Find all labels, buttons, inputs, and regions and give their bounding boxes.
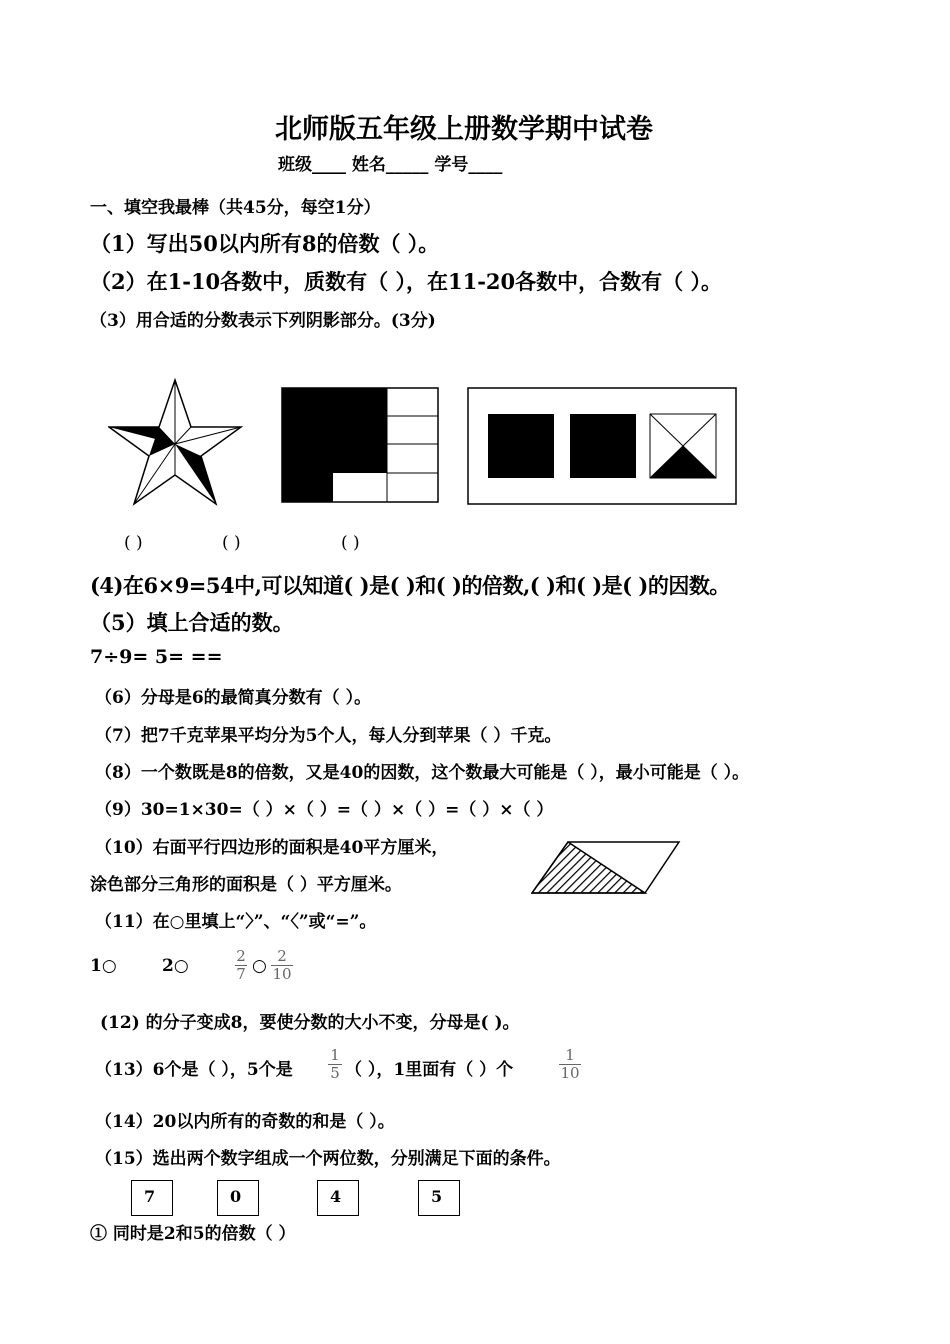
question-2: （2）在1-10各数中，质数有（ ），在11-20各数中，合数有（ ）。 xyxy=(90,269,722,294)
section-heading: 一、填空我最棒（共45分，每空1分） xyxy=(90,198,381,218)
student-info: 班级____ 姓名_____ 学号____ xyxy=(278,155,503,175)
parallelogram-figure xyxy=(531,840,681,896)
fraction-2-10: 2 10 xyxy=(272,947,292,983)
question-5-line: 7÷9= 5= == xyxy=(90,646,223,668)
star-figure xyxy=(108,378,248,508)
question-8: （8）一个数既是8的倍数，又是40的因数，这个数最大可能是（ ），最小可能是（ ）。 xyxy=(95,763,750,783)
fraction-2-7: 2 7 xyxy=(236,947,246,983)
squares-figure xyxy=(467,387,739,507)
question-10-a: （10）右面平行四边形的面积是40平方厘米， xyxy=(95,838,449,858)
question-11: （11）在○里填上“〉”、“〈”或“=”。 xyxy=(95,912,377,932)
question-13-b: （ ），1里面有（ ）个 xyxy=(345,1060,514,1080)
question-10-b: 涂色部分三角形的面积是（ ）平方厘米。 xyxy=(90,875,402,895)
compare-item-3: ○ xyxy=(252,956,267,976)
page-title: 北师版五年级上册数学期中试卷 xyxy=(275,114,653,145)
grid-rectangle-figure xyxy=(281,387,441,505)
question-13-a: （13）6个是（ ），5个是 xyxy=(95,1060,293,1080)
question-15-1: ① 同时是2和5的倍数（ ） xyxy=(90,1224,296,1244)
digit-card-7: 7 xyxy=(131,1180,173,1216)
question-6: （6）分母是6的最简真分数有（ ）。 xyxy=(95,688,372,708)
digit-card-5: 5 xyxy=(418,1180,460,1216)
question-7: （7）把7千克苹果平均分为5个人，每人分到苹果（ ）千克。 xyxy=(95,726,562,746)
question-5: （5）填上合适的数。 xyxy=(90,610,294,635)
fraction-1-5: 1 5 xyxy=(328,1048,342,1081)
figure-answer-2[interactable]: ( ) xyxy=(222,533,241,553)
question-15: （15）选出两个数字组成一个两位数，分别满足下面的条件。 xyxy=(95,1149,561,1169)
digit-card-4: 4 xyxy=(317,1180,359,1216)
figure-answer-1[interactable]: ( ) xyxy=(124,533,143,553)
figure-answer-3[interactable]: ( ) xyxy=(341,533,360,553)
question-14: （14）20以内所有的奇数的和是（ ）。 xyxy=(95,1112,395,1132)
question-4: (4)在6×9=54中,可以知道( )是( )和( )的倍数,( )和( )是( )的因数。 xyxy=(90,573,730,598)
fraction-1-10: 1 10 xyxy=(560,1046,580,1082)
digit-card-0: 0 xyxy=(217,1180,259,1216)
question-3: （3）用合适的分数表示下列阴影部分。(3分) xyxy=(90,311,436,331)
question-9: （9）30=1×30=（ ）×（ ）=（ ）×（ ）=（ ）×（ ） xyxy=(95,800,554,820)
compare-item-2: 2○ xyxy=(162,956,189,976)
question-1: （1）写出50以内所有8的倍数（ ）。 xyxy=(90,231,440,256)
question-12: (12) 的分子变成8，要使分数的大小不变，分母是( )。 xyxy=(100,1013,520,1033)
compare-item-1: 1○ xyxy=(90,956,117,976)
